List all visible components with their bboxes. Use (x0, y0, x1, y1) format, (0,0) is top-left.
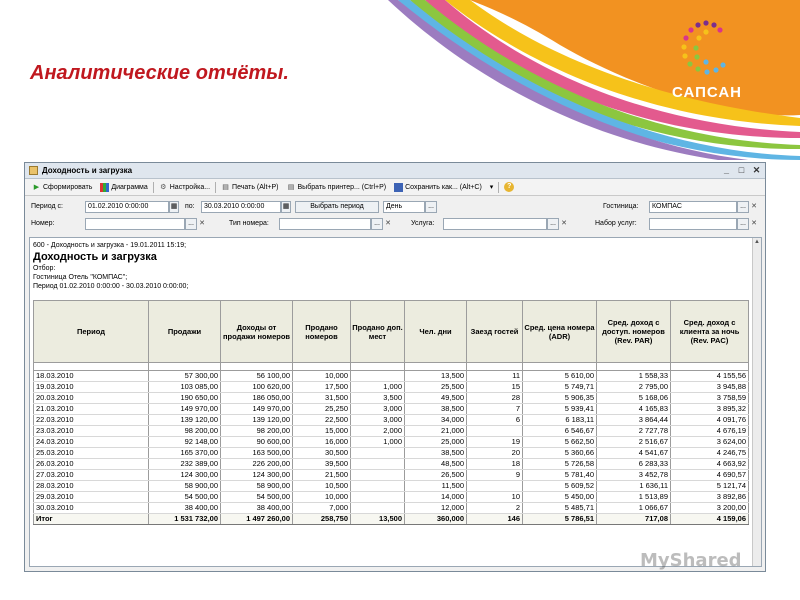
table-row[interactable] (34, 492, 749, 503)
column-header: Продано номеров (293, 301, 351, 363)
table-cell (671, 363, 749, 371)
table-cell: 38 400,00 (149, 503, 221, 514)
table-cell (351, 459, 405, 470)
table-cell: 28.03.2010 (34, 481, 149, 492)
table-cell: 12,000 (405, 503, 467, 514)
chevron-down-icon: ▾ (489, 184, 494, 191)
room-type-choose-button[interactable]: ... (371, 218, 383, 230)
save-as-button[interactable] (391, 181, 485, 194)
room-clear-icon[interactable]: ✕ (199, 219, 205, 227)
table-cell: 48,500 (405, 459, 467, 470)
table-cell: 5 609,52 (523, 481, 597, 492)
table-cell: 124 300,00 (221, 470, 293, 481)
table-cell: 1,000 (351, 437, 405, 448)
service-set-clear-icon[interactable]: ✕ (751, 219, 757, 227)
table-cell: 90 600,00 (221, 437, 293, 448)
table-cell: 3 892,86 (671, 492, 749, 503)
table-cell: 24.03.2010 (34, 437, 149, 448)
table-total-cell: 13,500 (351, 514, 405, 525)
table-cell: 29.03.2010 (34, 492, 149, 503)
table-cell: 22,500 (293, 415, 351, 426)
table-cell: 149 970,00 (149, 404, 221, 415)
service-set-choose-button[interactable]: ... (737, 218, 749, 230)
period-unit-select[interactable]: День (383, 201, 425, 213)
toolbar-divider (153, 182, 154, 193)
service-clear-icon[interactable]: ✕ (561, 219, 567, 227)
table-cell: 30,500 (293, 448, 351, 459)
more-dropdown-button[interactable] (487, 181, 497, 194)
table-cell: 9 (467, 470, 523, 481)
report-doc-icon (29, 166, 38, 175)
scroll-up-arrow-icon[interactable]: ▲ (754, 239, 760, 245)
table-cell: 14,000 (405, 492, 467, 503)
column-header: Период (34, 301, 149, 363)
service-label: Услуга: (411, 220, 435, 227)
table-row[interactable] (34, 481, 749, 492)
table-total-cell: Итог (34, 514, 149, 525)
params-row-filters (29, 215, 761, 232)
table-cell: 4 165,83 (597, 404, 671, 415)
table-cell: 124 300,00 (149, 470, 221, 481)
settings-button[interactable] (156, 181, 213, 194)
column-header: Заезд гостей (467, 301, 523, 363)
table-cell: 6 183,11 (523, 415, 597, 426)
table-cell (351, 470, 405, 481)
table-cell: 139 120,00 (149, 415, 221, 426)
logo-text: САПСАН (672, 84, 742, 101)
table-cell: 3 624,00 (671, 437, 749, 448)
table-row[interactable] (34, 470, 749, 481)
params-row-period (29, 198, 761, 215)
table-cell: 5 726,58 (523, 459, 597, 470)
table-total-cell: 360,000 (405, 514, 467, 525)
table-cell (351, 363, 405, 371)
table-cell: 27.03.2010 (34, 470, 149, 481)
table-cell: 6 546,67 (523, 426, 597, 437)
table-cell (467, 426, 523, 437)
table-cell: 3 452,78 (597, 470, 671, 481)
table-body (34, 363, 749, 525)
table-cell: 38 400,00 (221, 503, 293, 514)
table-cell (351, 503, 405, 514)
table-cell: 3,500 (351, 393, 405, 404)
table-cell: 149 970,00 (221, 404, 293, 415)
table-cell: 4 155,56 (671, 371, 749, 382)
table-row[interactable] (34, 382, 749, 393)
table-cell (405, 363, 467, 371)
help-button[interactable] (501, 181, 517, 194)
table-cell (221, 363, 293, 371)
period-to-label: по: (185, 203, 195, 210)
choose-printer-label: Выбрать принтер... (Ctrl+P) (297, 183, 387, 191)
table-cell: 56 100,00 (221, 371, 293, 382)
table-cell: 7,000 (293, 503, 351, 514)
help-icon: ? (504, 182, 514, 192)
chart-label: Диаграмма (111, 183, 148, 191)
table-cell (351, 481, 405, 492)
table-cell: 25,500 (405, 382, 467, 393)
table-cell: 21,500 (293, 470, 351, 481)
table-cell: 2,000 (351, 426, 405, 437)
table-cell: 3 864,44 (597, 415, 671, 426)
table-cell: 10,000 (293, 492, 351, 503)
table-cell (523, 363, 597, 371)
table-cell: 20.03.2010 (34, 393, 149, 404)
table-total-row (34, 514, 749, 525)
table-cell: 4 246,75 (671, 448, 749, 459)
table-cell: 100 620,00 (221, 382, 293, 393)
print-button[interactable] (218, 181, 281, 194)
table-cell: 15 (467, 382, 523, 393)
table-cell: 10,500 (293, 481, 351, 492)
select-period-label: Выбрать период (310, 202, 364, 210)
room-label: Номер: (31, 220, 55, 227)
column-header: Доходы от продажи номеров (221, 301, 293, 363)
table-row[interactable] (34, 404, 749, 415)
room-choose-button[interactable]: ... (185, 218, 197, 230)
settings-label: Настройка... (169, 183, 211, 191)
table-spacer-row (34, 363, 749, 371)
table-cell: 26.03.2010 (34, 459, 149, 470)
table-cell: 11,500 (405, 481, 467, 492)
table-cell: 49,500 (405, 393, 467, 404)
table-cell: 34,000 (405, 415, 467, 426)
table-cell: 18.03.2010 (34, 371, 149, 382)
table-cell: 21,000 (405, 426, 467, 437)
table-cell: 4 541,67 (597, 448, 671, 459)
table-cell: 186 050,00 (221, 393, 293, 404)
table-cell: 92 148,00 (149, 437, 221, 448)
table-row[interactable] (34, 415, 749, 426)
table-row[interactable] (34, 426, 749, 437)
minimize-button[interactable]: _ (723, 165, 729, 175)
table-cell: 38,500 (405, 404, 467, 415)
table-cell (351, 448, 405, 459)
table-cell: 10 (467, 492, 523, 503)
table-cell: 3,000 (351, 404, 405, 415)
column-header: Сред. доход с доступ. номеров (Rev. PAR) (597, 301, 671, 363)
table-cell: 139 120,00 (221, 415, 293, 426)
maximize-button[interactable]: □ (738, 165, 745, 175)
hotel-label: Гостиница: (603, 203, 639, 210)
table-cell: 2 727,78 (597, 426, 671, 437)
table-cell: 23.03.2010 (34, 426, 149, 437)
table-total-cell: 1 497 260,00 (221, 514, 293, 525)
report-title: Доходность и загрузка (33, 251, 157, 263)
printer-settings-icon: ▤ (287, 183, 295, 191)
slide-title: Аналитические отчёты. (30, 62, 289, 84)
table-row[interactable] (34, 437, 749, 448)
window-titlebar[interactable] (25, 163, 765, 179)
table-cell (351, 371, 405, 382)
table-cell: 4 690,57 (671, 470, 749, 481)
service-choose-button[interactable]: ... (547, 218, 559, 230)
period-from-field[interactable]: 01.02.2010 0:00:00 (85, 201, 169, 213)
room-type-label: Тип номера: (229, 220, 269, 227)
column-header: Продажи (149, 301, 221, 363)
table-cell: 226 200,00 (221, 459, 293, 470)
table-cell: 1 066,67 (597, 503, 671, 514)
table-cell: 20 (467, 448, 523, 459)
table-cell: 163 500,00 (221, 448, 293, 459)
table-cell: 3 895,32 (671, 404, 749, 415)
report-filter-hotel: Гостиница Отель "КОМПАС"; (33, 274, 128, 281)
period-from-label: Период с: (31, 203, 63, 210)
table-total-cell: 146 (467, 514, 523, 525)
table-cell: 1 513,89 (597, 492, 671, 503)
room-type-clear-icon[interactable]: ✕ (385, 219, 391, 227)
table-cell: 39,500 (293, 459, 351, 470)
table-row[interactable] (34, 459, 749, 470)
period-to-calendar-button[interactable]: ▦ (281, 201, 291, 213)
table-row[interactable] (34, 448, 749, 459)
printer-icon: ▤ (222, 183, 229, 191)
table-cell: 18 (467, 459, 523, 470)
table-cell: 19.03.2010 (34, 382, 149, 393)
table-cell: 31,500 (293, 393, 351, 404)
table-cell (351, 492, 405, 503)
table-cell: 5 749,71 (523, 382, 597, 393)
watermark-text: MyShared (640, 550, 742, 571)
table-cell: 3,000 (351, 415, 405, 426)
hotel-clear-icon[interactable]: ✕ (751, 202, 757, 210)
table-cell (149, 363, 221, 371)
table-row[interactable] (34, 393, 749, 404)
column-header: Чел. дни (405, 301, 467, 363)
table-cell (467, 481, 523, 492)
column-header: Сред. цена номера (ADR) (523, 301, 597, 363)
table-cell: 25,250 (293, 404, 351, 415)
table-cell: 232 389,00 (149, 459, 221, 470)
table-cell: 3 758,59 (671, 393, 749, 404)
report-header (30, 238, 761, 291)
table-cell (34, 363, 149, 371)
report-filter-period: Период 01.02.2010 0:00:00 - 30.03.2010 0:00:00; (33, 283, 189, 290)
table-cell: 190 650,00 (149, 393, 221, 404)
choose-printer-button[interactable] (284, 181, 390, 194)
period-unit-choose-button[interactable]: ... (425, 201, 437, 213)
table-cell: 5 781,40 (523, 470, 597, 481)
table-cell: 6 (467, 415, 523, 426)
table-cell: 5 662,50 (523, 437, 597, 448)
toolbar-divider (215, 182, 216, 193)
table-cell: 6 283,33 (597, 459, 671, 470)
table-cell: 5 906,35 (523, 393, 597, 404)
hotel-field[interactable]: КОМПАС (649, 201, 737, 213)
table-cell: 54 500,00 (221, 492, 293, 503)
table-cell (293, 363, 351, 371)
table-cell: 57 300,00 (149, 371, 221, 382)
service-set-label: Набор услуг: (595, 220, 637, 227)
table-cell: 26,500 (405, 470, 467, 481)
report-parameters (25, 196, 765, 234)
table-cell (597, 363, 671, 371)
table-total-cell: 4 159,06 (671, 514, 749, 525)
period-to-field[interactable]: 30.03.2010 0:00:00 (201, 201, 281, 213)
table-cell: 5 168,06 (597, 393, 671, 404)
table-cell: 5 485,71 (523, 503, 597, 514)
table-total-cell: 5 786,51 (523, 514, 597, 525)
table-cell: 21.03.2010 (34, 404, 149, 415)
table-cell: 25.03.2010 (34, 448, 149, 459)
room-type-field[interactable] (279, 218, 371, 230)
table-cell: 11 (467, 371, 523, 382)
table-cell: 4 676,19 (671, 426, 749, 437)
report-filter-label: Отбор: (33, 265, 56, 272)
table-cell: 28 (467, 393, 523, 404)
table-cell: 4 091,76 (671, 415, 749, 426)
window-title: Доходность и загрузка (42, 166, 133, 175)
table-cell: 1,000 (351, 382, 405, 393)
table-cell: 5 121,74 (671, 481, 749, 492)
table-cell: 1 636,11 (597, 481, 671, 492)
room-field[interactable] (85, 218, 185, 230)
vertical-scrollbar[interactable] (752, 238, 761, 566)
report-document[interactable] (29, 237, 762, 567)
table-cell: 54 500,00 (149, 492, 221, 503)
table-cell: 58 900,00 (221, 481, 293, 492)
table-total-cell: 717,08 (597, 514, 671, 525)
period-from-calendar-button[interactable]: ▦ (169, 201, 179, 213)
table-cell: 5 450,00 (523, 492, 597, 503)
print-label: Печать (Alt+P) (232, 183, 279, 191)
service-field[interactable] (443, 218, 547, 230)
table-cell: 19 (467, 437, 523, 448)
close-button[interactable]: ✕ (752, 165, 761, 175)
table-cell: 103 085,00 (149, 382, 221, 393)
table-cell: 16,000 (293, 437, 351, 448)
sapsan-logo-icon (676, 18, 736, 78)
gear-icon: ⚙ (160, 183, 167, 191)
toolbar-divider (498, 182, 499, 193)
table-cell: 5 939,41 (523, 404, 597, 415)
save-as-label: Сохранить как... (Alt+C) (405, 183, 482, 191)
select-period-button[interactable] (295, 201, 379, 213)
generate-button[interactable] (29, 181, 95, 194)
table-cell: 2 (467, 503, 523, 514)
floppy-disk-icon (394, 183, 403, 192)
service-set-field[interactable] (649, 218, 737, 230)
table-cell (467, 363, 523, 371)
table-cell: 58 900,00 (149, 481, 221, 492)
table-cell: 38,500 (405, 448, 467, 459)
table-row[interactable] (34, 503, 749, 514)
report-table (33, 300, 749, 525)
column-header: Продано доп. мест (351, 301, 405, 363)
table-cell: 98 200,00 (221, 426, 293, 437)
table-cell: 15,000 (293, 426, 351, 437)
table-total-cell: 1 531 732,00 (149, 514, 221, 525)
toolbar (25, 179, 765, 196)
table-cell: 5 360,66 (523, 448, 597, 459)
table-cell: 5 610,00 (523, 371, 597, 382)
table-cell: 13,500 (405, 371, 467, 382)
table-cell: 7 (467, 404, 523, 415)
table-row[interactable] (34, 371, 749, 382)
play-icon: ▶ (33, 183, 40, 191)
table-cell: 25,000 (405, 437, 467, 448)
report-window (24, 162, 766, 572)
column-header: Сред. доход с клиента за ночь (Rev. PAC) (671, 301, 749, 363)
table-cell: 30.03.2010 (34, 503, 149, 514)
table-cell: 2 795,00 (597, 382, 671, 393)
generate-label: Сформировать (43, 183, 93, 191)
table-cell: 2 516,67 (597, 437, 671, 448)
table-cell: 3 945,88 (671, 382, 749, 393)
table-cell: 10,000 (293, 371, 351, 382)
table-total-cell: 258,750 (293, 514, 351, 525)
report-doc-line: 600 - Доходность и загрузка - 19.01.2011 15:19; (33, 242, 187, 249)
chart-button[interactable] (97, 181, 150, 194)
table-cell: 17,500 (293, 382, 351, 393)
table-cell: 22.03.2010 (34, 415, 149, 426)
table-cell: 3 200,00 (671, 503, 749, 514)
chart-icon (100, 183, 109, 192)
hotel-choose-button[interactable]: ... (737, 201, 749, 213)
table-cell: 165 370,00 (149, 448, 221, 459)
table-cell: 1 558,33 (597, 371, 671, 382)
table-header-row (34, 301, 749, 363)
table-cell: 98 200,00 (149, 426, 221, 437)
table-cell: 4 663,92 (671, 459, 749, 470)
